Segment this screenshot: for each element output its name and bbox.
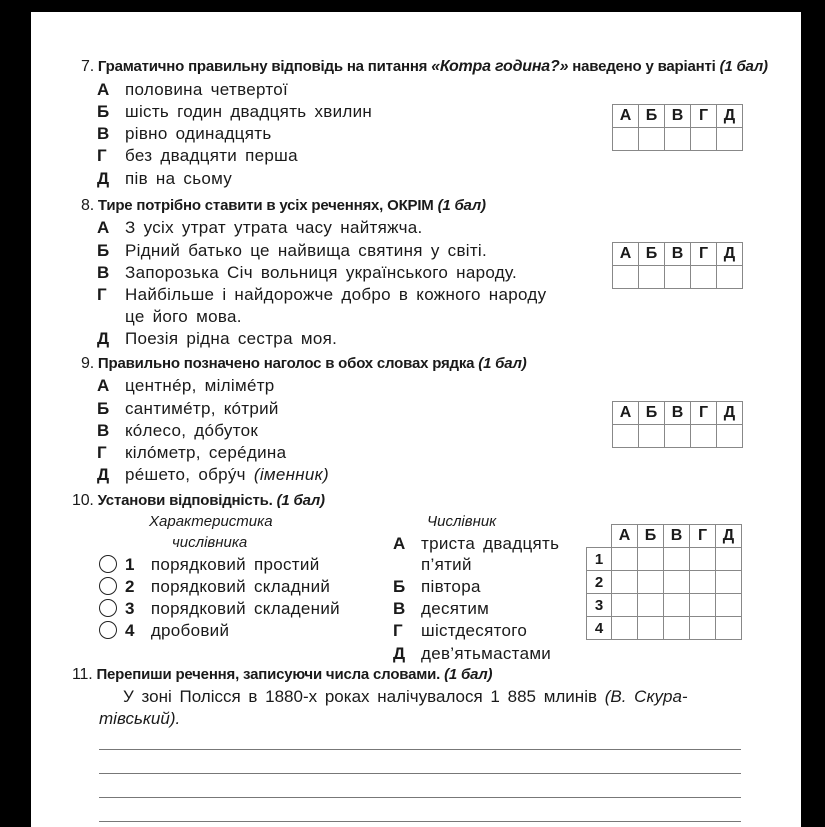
question-points: (1 бал) (276, 492, 325, 509)
circle-marker-icon (99, 621, 117, 639)
characteristic-1 (99, 555, 319, 575)
answer-cell[interactable] (717, 266, 743, 289)
sentence-line-2 (99, 709, 180, 729)
question-points: (1 бал) (437, 197, 486, 214)
option-d (97, 169, 232, 189)
question-number: 8. (81, 197, 94, 214)
option-letter: А (97, 218, 110, 237)
answer-cell[interactable] (716, 594, 742, 617)
option-text: шістдесятого (421, 621, 528, 640)
question-number: 9. (81, 355, 94, 372)
grid-header-cell: В (665, 105, 691, 128)
option-text: Поезія рідна сестра моя. (125, 329, 338, 348)
option-a (97, 376, 275, 396)
option-v (97, 421, 258, 441)
option-letter: В (97, 421, 110, 440)
worksheet-page (31, 12, 801, 827)
answer-cell[interactable] (612, 594, 638, 617)
grid-header-cell: Б (639, 105, 665, 128)
answer-cell[interactable] (613, 128, 639, 151)
sentence-author: (В. Скура- (604, 687, 688, 706)
grid-header-cell: В (665, 243, 691, 266)
question-7-heading (81, 58, 768, 76)
option-letter: А (393, 534, 406, 553)
answer-cell[interactable] (716, 571, 742, 594)
grid-header-cell: Б (638, 525, 664, 548)
answer-line[interactable] (99, 749, 741, 750)
option-text: півтора (421, 577, 481, 596)
answer-line[interactable] (99, 797, 741, 798)
option-text: шість годин двадцять хвилин (125, 102, 373, 121)
question-text: Установи відповідність. (97, 492, 277, 509)
answer-cell[interactable] (664, 571, 690, 594)
option-a (97, 80, 288, 100)
item-text: порядковий простий (150, 555, 320, 574)
numeral-b (393, 577, 481, 597)
answer-line[interactable] (99, 821, 741, 822)
answer-cell[interactable] (716, 548, 742, 571)
option-letter: Б (97, 241, 110, 260)
option-letter: Б (97, 399, 110, 418)
grid-header-cell: Д (717, 243, 743, 266)
item-number: 4 (125, 621, 135, 640)
answer-cell[interactable] (639, 128, 665, 151)
option-letter: В (393, 599, 406, 618)
option-text: центнéр, мілімéтр (125, 376, 275, 395)
option-d (97, 465, 329, 485)
answer-grid-q8 (612, 242, 743, 289)
option-letter: Г (393, 621, 403, 640)
option-text: без двадцяти перша (125, 146, 298, 165)
option-d (97, 329, 337, 349)
numeral-h (393, 621, 527, 641)
option-h (97, 285, 546, 305)
item-text: порядковий складний (150, 577, 331, 596)
answer-cell[interactable] (664, 617, 690, 640)
answer-cell[interactable] (716, 617, 742, 640)
grid-header-cell: А (613, 105, 639, 128)
answer-cell[interactable] (613, 266, 639, 289)
numeral-v (393, 599, 489, 619)
answer-cell[interactable] (690, 571, 716, 594)
answer-cell[interactable] (639, 425, 665, 448)
grid-header-cell: Д (716, 525, 742, 548)
question-text: Граматично правильну відповідь на питання (97, 58, 432, 75)
answer-cell[interactable] (690, 594, 716, 617)
answer-grid-q9 (612, 401, 743, 448)
question-number: 11. (72, 666, 93, 683)
option-text: кóлесо, дóбуток (125, 421, 259, 440)
option-letter: Б (97, 102, 110, 121)
option-text: Найбільше і найдорожче добро в кожного народу (125, 285, 547, 304)
question-number: 7. (81, 58, 94, 75)
option-text: десятим (421, 599, 490, 618)
answer-cell[interactable] (665, 425, 691, 448)
option-h-continuation: це його мова. (125, 307, 242, 326)
question-10-heading (72, 492, 325, 510)
grid-row-header: 1 (587, 548, 612, 571)
option-letter: Г (97, 285, 107, 304)
option-text: сантимéтр, кóтрий (125, 399, 279, 418)
option-letter: Б (393, 577, 406, 596)
question-points: (1 бал) (444, 666, 493, 683)
answer-cell[interactable] (612, 617, 638, 640)
answer-cell[interactable] (613, 425, 639, 448)
option-letter: А (97, 376, 110, 395)
item-text: порядковий складений (150, 599, 340, 618)
answer-cell[interactable] (638, 594, 664, 617)
option-h (97, 146, 298, 166)
answer-line[interactable] (99, 773, 741, 774)
grid-corner (587, 525, 612, 548)
grid-header-cell: Б (639, 243, 665, 266)
answer-cell[interactable] (691, 266, 717, 289)
answer-cell[interactable] (664, 594, 690, 617)
option-text: З усіх утрат утрата часу найтяжча. (125, 218, 423, 237)
sentence-text: У зоні Полісся в 1880-х роках налічувалося 1 885 млинів (123, 687, 605, 706)
option-letter: Д (97, 169, 110, 188)
grid-header-cell: Г (690, 525, 716, 548)
option-note: (іменник) (253, 465, 329, 484)
question-9-heading (81, 355, 527, 373)
grid-row-header: 4 (587, 617, 612, 640)
option-text: дев’ятьмастами (421, 644, 552, 663)
grid-row-header: 3 (587, 594, 612, 617)
option-letter: Д (393, 644, 406, 663)
circle-marker-icon (99, 577, 117, 595)
grid-header-cell: А (613, 402, 639, 425)
option-b (97, 102, 372, 122)
grid-header-cell: Г (691, 105, 717, 128)
grid-header-cell: Г (691, 402, 717, 425)
option-letter: Д (97, 465, 110, 484)
answer-cell[interactable] (664, 548, 690, 571)
answer-cell[interactable] (665, 266, 691, 289)
answer-cell[interactable] (639, 266, 665, 289)
right-column-header: Числівник (427, 513, 497, 530)
option-text: Запорозька Січ вольниця українського народу. (125, 263, 518, 282)
option-text: триста двадцять (421, 534, 560, 553)
grid-header-cell: В (665, 402, 691, 425)
option-h (97, 443, 286, 463)
option-v (97, 124, 271, 144)
circle-marker-icon (99, 599, 117, 617)
answer-cell[interactable] (638, 617, 664, 640)
answer-cell[interactable] (665, 128, 691, 151)
sentence-author-continuation: тівський). (99, 709, 181, 728)
grid-row-header: 2 (587, 571, 612, 594)
characteristic-2 (99, 577, 330, 597)
option-letter: Д (97, 329, 110, 348)
answer-cell[interactable] (612, 571, 638, 594)
option-v (97, 263, 517, 283)
option-letter: В (97, 124, 110, 143)
question-emphasis: «Котра година?» (431, 58, 569, 75)
grid-header-cell: В (664, 525, 690, 548)
item-number: 1 (125, 555, 135, 574)
option-text: половина четвертої (125, 80, 289, 99)
answer-cell[interactable] (690, 617, 716, 640)
option-text: рівно одинадцять (125, 124, 272, 143)
question-text: Тире потрібно ставити в усіх реченнях, ОКРІМ (97, 197, 438, 214)
option-letter: А (97, 80, 110, 99)
answer-cell[interactable] (612, 548, 638, 571)
option-text: Рідний батько це найвища святиня у світі. (125, 241, 488, 260)
question-points: (1 бал) (478, 355, 527, 372)
question-8-heading (81, 197, 486, 215)
answer-cell[interactable] (690, 548, 716, 571)
answer-grid-q7 (612, 104, 743, 151)
numeral-a (393, 534, 559, 554)
characteristic-3 (99, 599, 340, 619)
grid-header-cell: Д (717, 105, 743, 128)
sentence-line-1 (123, 687, 688, 707)
question-text-tail: наведено у варіанті (568, 58, 720, 75)
answer-cell[interactable] (717, 128, 743, 151)
option-text: кілóметр, серéдина (125, 443, 287, 462)
question-text: Перепиши речення, записуючи числа словами. (96, 666, 445, 683)
answer-cell[interactable] (717, 425, 743, 448)
option-letter: Г (97, 146, 107, 165)
question-text: Правильно позначено наголос в обох словах рядка (97, 355, 479, 372)
characteristic-4 (99, 621, 229, 641)
option-text: рéшето, обрýч (125, 465, 246, 484)
left-column-header: Характеристика (149, 513, 273, 530)
grid-header-cell: А (612, 525, 638, 548)
item-number: 2 (125, 577, 135, 596)
grid-header-cell: А (613, 243, 639, 266)
grid-header-cell: Д (717, 402, 743, 425)
option-letter: В (97, 263, 110, 282)
option-letter: Г (97, 443, 107, 462)
circle-marker-icon (99, 555, 117, 573)
option-b (97, 399, 279, 419)
answer-cell[interactable] (691, 425, 717, 448)
question-11-heading (72, 666, 492, 684)
question-points: (1 бал) (719, 58, 768, 75)
grid-header-cell: Б (639, 402, 665, 425)
option-a (97, 218, 423, 238)
option-text: пів на сьому (125, 169, 233, 188)
grid-header-cell: Г (691, 243, 717, 266)
left-column-header-line2: числівника (172, 534, 248, 551)
answer-cell[interactable] (638, 571, 664, 594)
answer-cell[interactable] (638, 548, 664, 571)
question-number: 10. (72, 492, 94, 509)
item-text: дробовий (150, 621, 230, 640)
answer-grid-q10 (586, 524, 742, 640)
answer-cell[interactable] (691, 128, 717, 151)
numeral-d (393, 644, 551, 664)
numeral-a-continuation: п’ятий (421, 555, 472, 574)
option-b (97, 241, 487, 261)
item-number: 3 (125, 599, 135, 618)
